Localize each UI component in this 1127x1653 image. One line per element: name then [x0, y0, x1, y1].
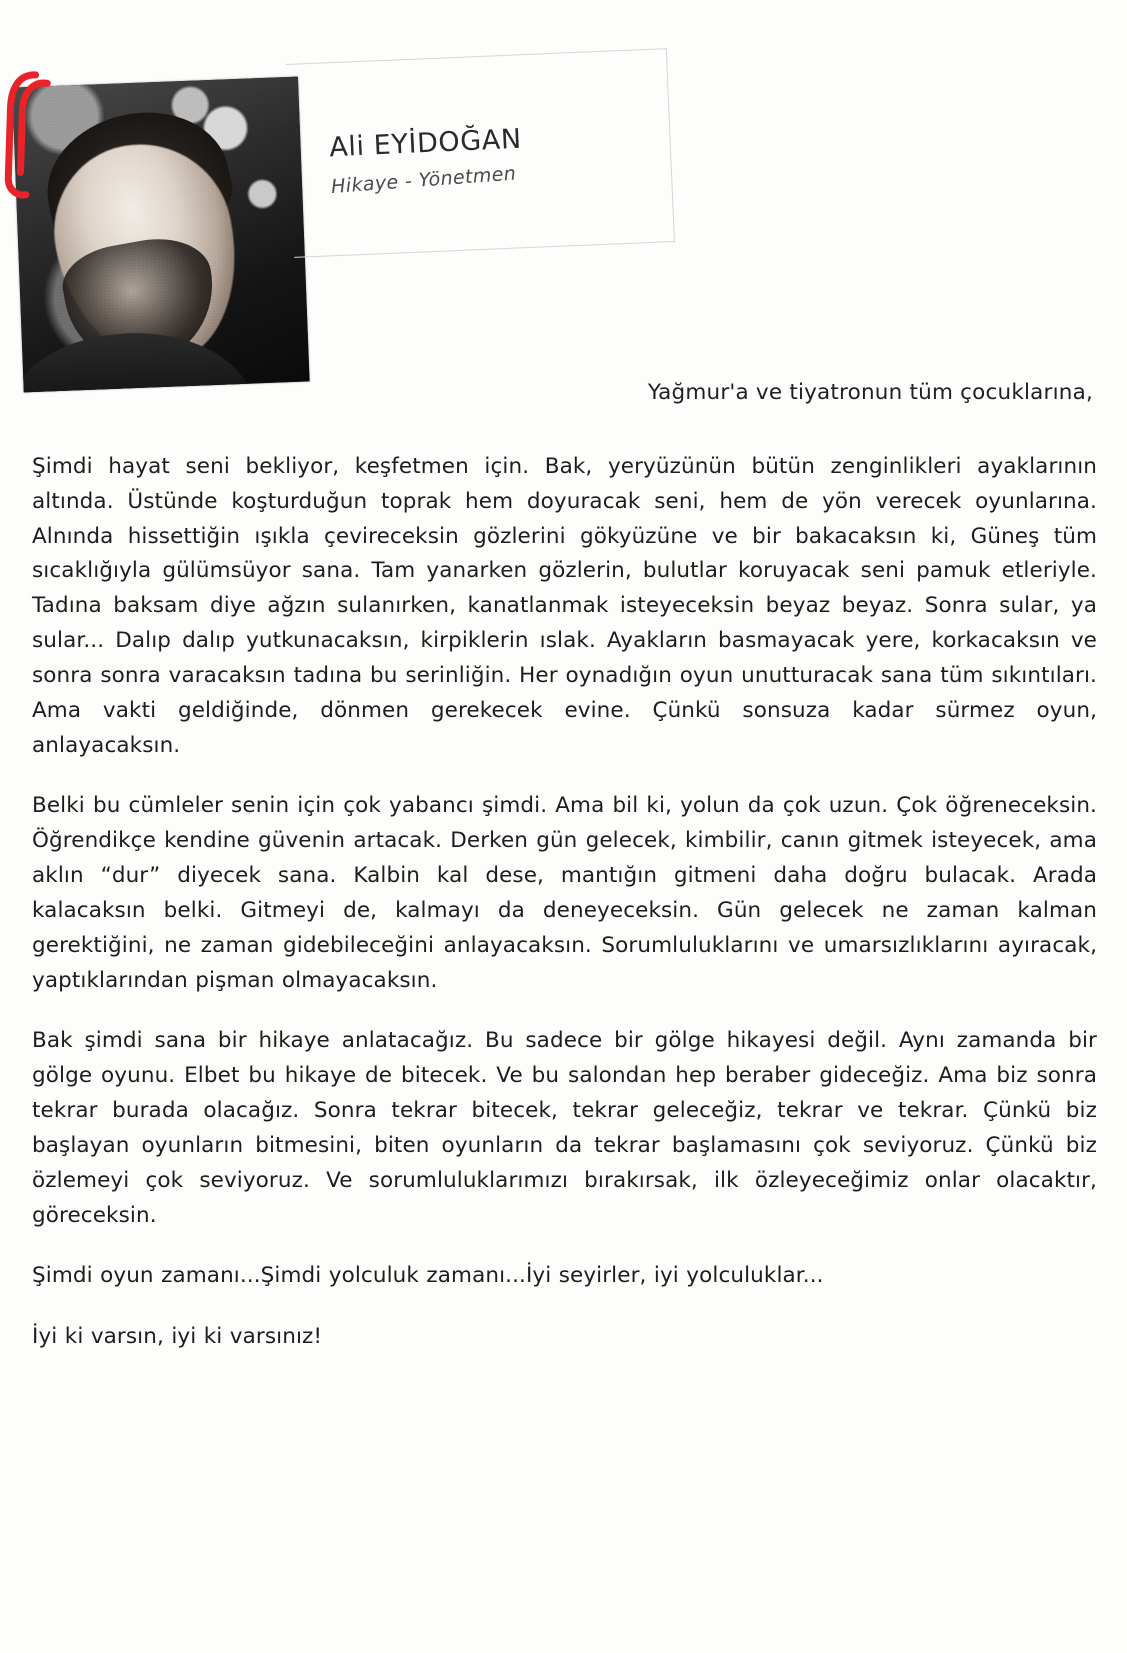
portrait-photo-block [4, 72, 316, 403]
letter-paragraph: Bak şimdi sana bir hikaye anlatacağız. Bu sadece bir gölge hikayesi değil. Aynı zamanda bir gölge oyunu. Elbet bu hikaye de bitecek. Ve bu salondan hep beraber gideceğiz. Ama biz sonra tekrar burada olacağız. Sonra tekrar bitecek, tekrar geleceğiz, tekrar ve tekrar. Çünkü biz başlayan oyunların bitmesini, biten oyunların da tekrar başlamasını çok seviyoruz. Çünkü biz özlemeyi çok seviyoruz. Ve sorumluluklarımızı bırakırsak, ilk özleyeceğimiz onlar olacaktır, göreceksin. [32, 1028, 1097, 1228]
letter-paragraph: Belki bu cümleler senin için çok yabancı şimdi. Ama bil ki, yolun da çok uzun. Çok öğreneceksin. Öğrendikçe kendine güvenin artacak. Derken gün gelecek, kimbilir, canın gitmek isteyecek, ama aklın “dur” diyecek sana. Kalbin kal dese, mantığın gitmeni daha doğru bulacak. Arada kalacaksın belki. Gitmeyi de, kalmayı da deneyeceksin. Gün gelecek ne zaman kalman gerektiğini, ne zaman gidebileceğini anlayacaksın. Sorumluluklarını ve umarsızlıklarını ayıracak, yaptıklarından pişman olmayacaksın. [32, 793, 1097, 993]
dedication-line: Yağmur'a ve tiyatronun tüm çocuklarına, [647, 380, 1093, 405]
letter-paragraph: Şimdi hayat seni bekliyor, keşfetmen için. Bak, yeryüzünün bütün zenginlikleri ayaklarının altında. Üstünde koşturduğun toprak hem doyuracak seni, hem de yön verecek oyunlarına. Alnında hissettiğin ışıkla çevireceksin gözlerini gökyüzüne ve bir bakacaksın ki, Güneş tüm sıcaklığıyla gülümsüyor sana. Tam yanarken gözlerin, bulutlar koruyacak seni pamuk etleriyle. Tadına baksam diye ağzın sulanırken, kanatlanmak isteyeceksin beyaz beyaz. Sonra sular, ya sular... Dalıp dalıp yutkunacaksın, kirpiklerin ıslak. Ayakların basmayacak yere, korkacaksın ve sonra sonra varacaksın tadına bu serinliğin. Her oynadığın oyun unutturacak sana tüm sıkıntıları. Ama vakti geldiğinde, dönmen gerekecek evine. Çünkü sonsuza kadar sürmez oyun, anlayacaksın. [32, 454, 1097, 758]
author-name: Ali EYİDOĞAN [328, 123, 523, 164]
name-card [329, 124, 524, 196]
closing-line-1: Şimdi oyun zamanı...Şimdi yolculuk zamanı...İyi seyirler, iyi yolculuklar... [32, 1263, 824, 1289]
letter-body [32, 450, 1097, 1355]
red-paperclip-icon [0, 60, 64, 202]
closing-line-2: İyi ki varsın, iyi ki varsınız! [32, 1324, 323, 1350]
author-role: Hikaye - Yönetmen [330, 162, 517, 198]
